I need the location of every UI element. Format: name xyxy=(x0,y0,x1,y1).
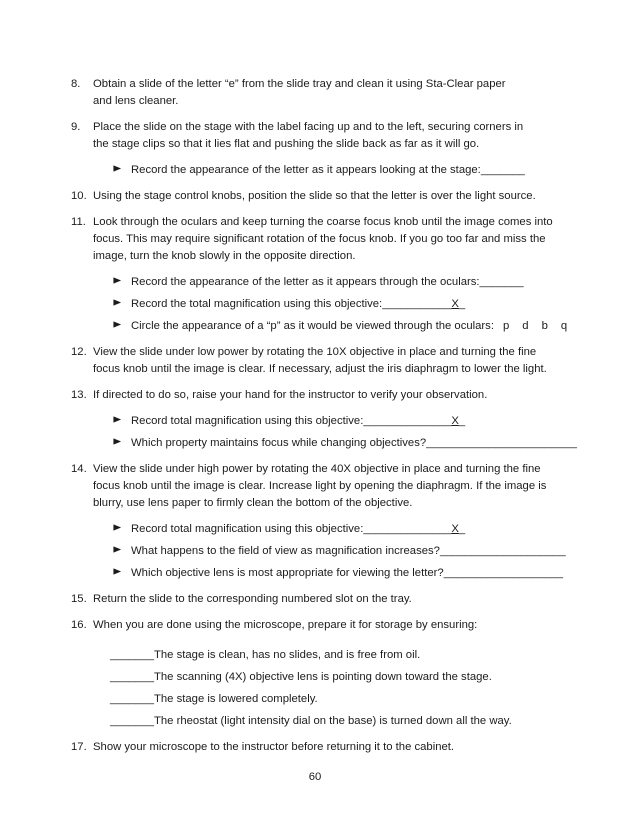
item-body xyxy=(93,739,571,756)
answer-blank: ____________________ xyxy=(439,545,566,557)
item-number: 12. xyxy=(71,346,87,358)
bullet-item xyxy=(113,413,571,430)
item-body xyxy=(93,76,571,110)
bullet-group xyxy=(93,162,571,179)
bullet-text: Record total magnification using this objective: xyxy=(131,415,364,427)
option-letter: d xyxy=(522,320,529,332)
item-number: 10. xyxy=(71,190,87,202)
bullet-item xyxy=(113,565,571,582)
bullet-content xyxy=(131,543,566,560)
item-body xyxy=(93,591,571,608)
bullet-text: What happens to the field of view as magnification increases? xyxy=(131,545,440,557)
bullet-group xyxy=(93,521,571,582)
item-line: focus. This may require significant rotation of the focus knob. If you go too far and miss the xyxy=(93,233,546,245)
bullet-text: Record the appearance of the letter as it appears looking at the stage: xyxy=(131,164,481,176)
bullet-options xyxy=(503,320,580,332)
item-number: 11. xyxy=(71,216,86,228)
bullet-item xyxy=(113,521,571,538)
checklist-row xyxy=(110,669,571,686)
checklist-row xyxy=(110,691,571,708)
item-number: 13. xyxy=(71,389,87,401)
check-blank: _______ xyxy=(110,715,154,727)
bullet-item xyxy=(113,543,571,560)
bullet-text: Record total magnification using this objective: xyxy=(131,523,364,535)
item-number: 8. xyxy=(71,78,81,90)
bullet-text: Record the appearance of the letter as it appears through the oculars: xyxy=(131,276,480,288)
item-number: 9. xyxy=(71,121,81,133)
list-item xyxy=(71,461,571,582)
bullet-text: Which property maintains focus while changing objectives? xyxy=(131,437,427,449)
item-line: blurry, use lens paper to firmly clean the bottom of the objective. xyxy=(93,497,413,509)
item-line: Show your microscope to the instructor before returning it to the cabinet. xyxy=(93,741,455,753)
item-number: 16. xyxy=(71,619,87,631)
answer-blank-tail: _ xyxy=(458,523,466,535)
bullet-text: Circle the appearance of a “p” as it would be viewed through the oculars: xyxy=(131,320,494,332)
option-letter: q xyxy=(560,320,568,332)
bullet-text: Record the total magnification using this objective: xyxy=(131,298,383,310)
item-line: image, turn the knob slowly in the opposite direction. xyxy=(93,250,356,262)
item-line: When you are done using the microscope, prepare it for storage by ensuring: xyxy=(93,619,478,631)
list-item xyxy=(71,617,571,730)
check-blank: _______ xyxy=(110,671,154,683)
x-label: X xyxy=(451,415,459,427)
answer-blank: ___________________ xyxy=(443,567,564,579)
answer-blank: ______________ xyxy=(363,523,452,535)
item-line: View the slide under high power by rotating the 40X objective in place and turning the fine xyxy=(93,463,541,475)
item-number: 15. xyxy=(71,593,87,605)
x-label: X xyxy=(451,298,459,310)
checklist-row xyxy=(110,647,571,664)
item-line: Place the slide on the stage with the label facing up and to the left, securing corners in xyxy=(93,121,524,133)
item-body xyxy=(93,617,571,730)
list-item xyxy=(71,591,571,608)
check-blank: _______ xyxy=(110,693,154,705)
arrow-bullet-icon xyxy=(113,543,123,560)
bullet-group xyxy=(93,274,571,335)
page-number: 60 xyxy=(308,771,322,783)
bullet-group xyxy=(93,413,577,452)
list-item xyxy=(71,119,571,179)
arrow-bullet-icon xyxy=(113,435,123,452)
item-line: If directed to do so, raise your hand for the instructor to verify your observation. xyxy=(93,389,488,401)
item-line: Look through the oculars and keep turning the coarse focus knob until the image comes into xyxy=(93,216,553,228)
item-body xyxy=(93,188,571,205)
item-line: Return the slide to the corresponding numbered slot on the tray. xyxy=(93,593,412,605)
bullet-content xyxy=(131,318,580,335)
bullet-item xyxy=(113,162,571,179)
check-text: The rheostat (light intensity dial on the base) is turned down all the way. xyxy=(153,715,512,727)
arrow-bullet-icon xyxy=(113,413,123,430)
item-line: Obtain a slide of the letter “e” from the slide tray and clean it using Sta-Clear paper xyxy=(93,78,506,90)
arrow-bullet-icon xyxy=(113,318,123,335)
checklist-group xyxy=(93,647,571,730)
arrow-bullet-icon xyxy=(113,565,123,582)
answer-blank: ______________ xyxy=(363,415,452,427)
arrow-bullet-icon xyxy=(113,296,123,313)
answer-blank-tail: _ xyxy=(458,415,466,427)
bullet-item xyxy=(113,435,577,452)
arrow-bullet-icon xyxy=(113,521,123,538)
bullet-content xyxy=(131,565,563,582)
item-line: focus knob until the image is clear. If necessary, adjust the iris diaphragm to lower the light. xyxy=(93,363,547,375)
option-letter: p xyxy=(502,320,510,332)
item-body xyxy=(93,119,571,179)
check-text: The stage is clean, has no slides, and is free from oil. xyxy=(153,649,421,661)
x-label: X xyxy=(451,523,459,535)
answer-blank: _______ xyxy=(479,276,524,288)
check-blank: _______ xyxy=(110,649,154,661)
list-item xyxy=(71,344,571,378)
arrow-bullet-icon xyxy=(113,274,123,291)
list-item xyxy=(71,387,577,452)
bullet-item xyxy=(113,318,571,335)
bullet-content xyxy=(131,162,525,179)
answer-blank: _______ xyxy=(480,164,525,176)
list-item xyxy=(71,739,571,756)
check-text: The scanning (4X) objective lens is pointing down toward the stage. xyxy=(153,671,492,683)
answer-blank: ___________ xyxy=(382,298,452,310)
option-letter: b xyxy=(541,320,548,332)
items-container xyxy=(71,76,577,765)
item-line: the stage clips so that it lies flat and pushing the slide back as far as it will go. xyxy=(93,138,480,150)
item-number: 17. xyxy=(71,741,87,753)
item-body xyxy=(93,461,571,582)
bullet-content xyxy=(131,413,465,430)
bullet-item xyxy=(113,274,571,291)
bullet-content xyxy=(131,274,524,291)
bullet-content xyxy=(131,296,465,313)
bullet-content xyxy=(131,435,577,452)
checklist-row xyxy=(110,713,571,730)
item-body xyxy=(93,344,571,378)
list-item xyxy=(71,214,571,335)
list-item xyxy=(71,188,571,205)
bullet-text: Which objective lens is most appropriate for viewing the letter? xyxy=(131,567,444,579)
arrow-bullet-icon xyxy=(113,162,123,179)
item-line: Using the stage control knobs, position the slide so that the letter is over the light source. xyxy=(93,190,536,202)
item-line: and lens cleaner. xyxy=(93,95,179,107)
item-body xyxy=(93,214,571,335)
list-item xyxy=(71,76,571,110)
item-line: focus knob until the image is clear. Increase light by opening the diaphragm. If the image is xyxy=(93,480,547,492)
check-text: The stage is lowered completely. xyxy=(153,693,318,705)
answer-blank-tail: _ xyxy=(458,298,466,310)
bullet-item xyxy=(113,296,571,313)
item-number: 14. xyxy=(71,463,87,475)
item-body xyxy=(93,387,577,452)
item-line: View the slide under low power by rotating the 10X objective in place and turning the fine xyxy=(93,346,537,358)
answer-blank: ________________________ xyxy=(426,437,577,449)
bullet-content xyxy=(131,521,465,538)
